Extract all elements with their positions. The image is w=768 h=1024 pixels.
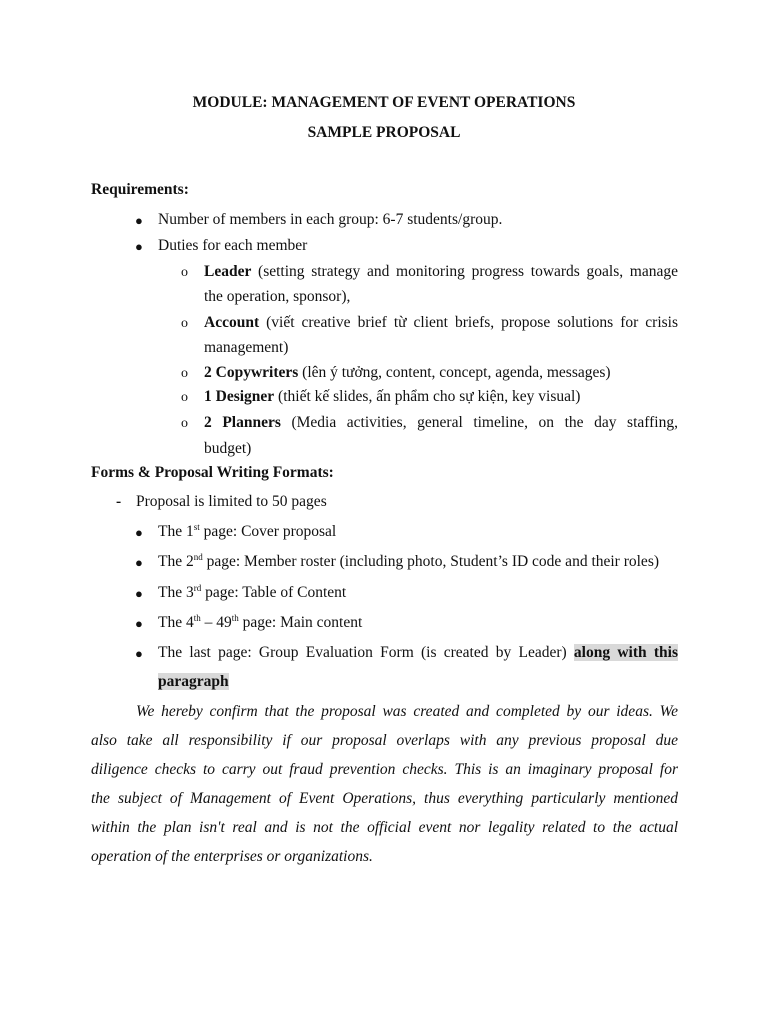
duty-planners-line1: 2 Planners (Media activities, general timeline, on the day staffing, [204,414,678,431]
list-item-last-page: The last page: Group Evaluation Form (is created by Leader) along with this [158,644,678,661]
list-item: The 1st page: Cover proposal [158,522,337,540]
circle-bullet-icon: o [181,416,188,431]
paragraph-line: within the plan isn't real and is not the official event nor legality related to the actual [91,819,678,836]
bullet-icon: ● [135,239,143,254]
list-item-last-page-line2 [158,673,229,691]
circle-bullet-icon: o [181,390,188,405]
page-subtitle: SAMPLE PROPOSAL [307,124,461,141]
duty-account-line2: management) [204,339,289,356]
circle-bullet-icon: o [181,316,188,331]
duty-planners-line2: budget) [204,440,252,457]
paragraph-line: the subject of Management of Event Operations, thus everything particularly mentioned [91,790,678,807]
dash-bullet-icon: - [116,493,122,510]
paragraph-line: diligence checks to carry out fraud prevention checks. This is an imaginary proposal for [91,761,678,778]
highlighted-text: paragraph [158,673,229,690]
paragraph-line: also take all responsibility if our proposal overlaps with any previous proposal due [91,732,678,749]
duty-account-line1: Account (viết creative brief từ client briefs, propose solutions for crisis [204,314,678,331]
list-item: The 3rd page: Table of Content [158,583,347,601]
module-title: MODULE: MANAGEMENT OF EVENT OPERATIONS [192,94,576,111]
bullet-icon: ● [135,616,143,631]
bullet-icon: ● [135,555,143,570]
bullet-icon: ● [135,586,143,601]
bullet-icon: ● [135,646,143,661]
duty-copywriters: 2 Copywriters (lên ý tưởng, content, concept, agenda, messages) [204,364,611,381]
bullet-icon: ● [135,213,143,228]
duty-designer: 1 Designer (thiết kế slides, ấn phẩm cho sự kiện, key visual) [204,388,581,405]
highlighted-text: along with this [573,644,678,661]
paragraph-line: operation of the enterprises or organizations. [91,848,373,865]
forms-heading: Forms & Proposal Writing Formats: [91,464,334,481]
list-item: The 4th – 49th page: Main content [158,613,363,631]
circle-bullet-icon: o [181,366,188,381]
list-item: The 2nd page: Member roster (including photo, Student’s ID code and their roles) [158,552,660,570]
list-item: Proposal is limited to 50 pages [136,493,327,510]
bullet-icon: ● [135,525,143,540]
duty-leader-line1: Leader (setting strategy and monitoring progress towards goals, manage [204,263,678,280]
list-item: Duties for each member [158,237,308,254]
list-item: Number of members in each group: 6-7 students/group. [158,211,503,228]
circle-bullet-icon: o [181,265,188,280]
requirements-heading: Requirements: [91,181,189,198]
duty-leader-line2: the operation, sponsor), [204,288,351,305]
paragraph-line: We hereby confirm that the proposal was created and completed by our ideas. We [136,703,678,720]
